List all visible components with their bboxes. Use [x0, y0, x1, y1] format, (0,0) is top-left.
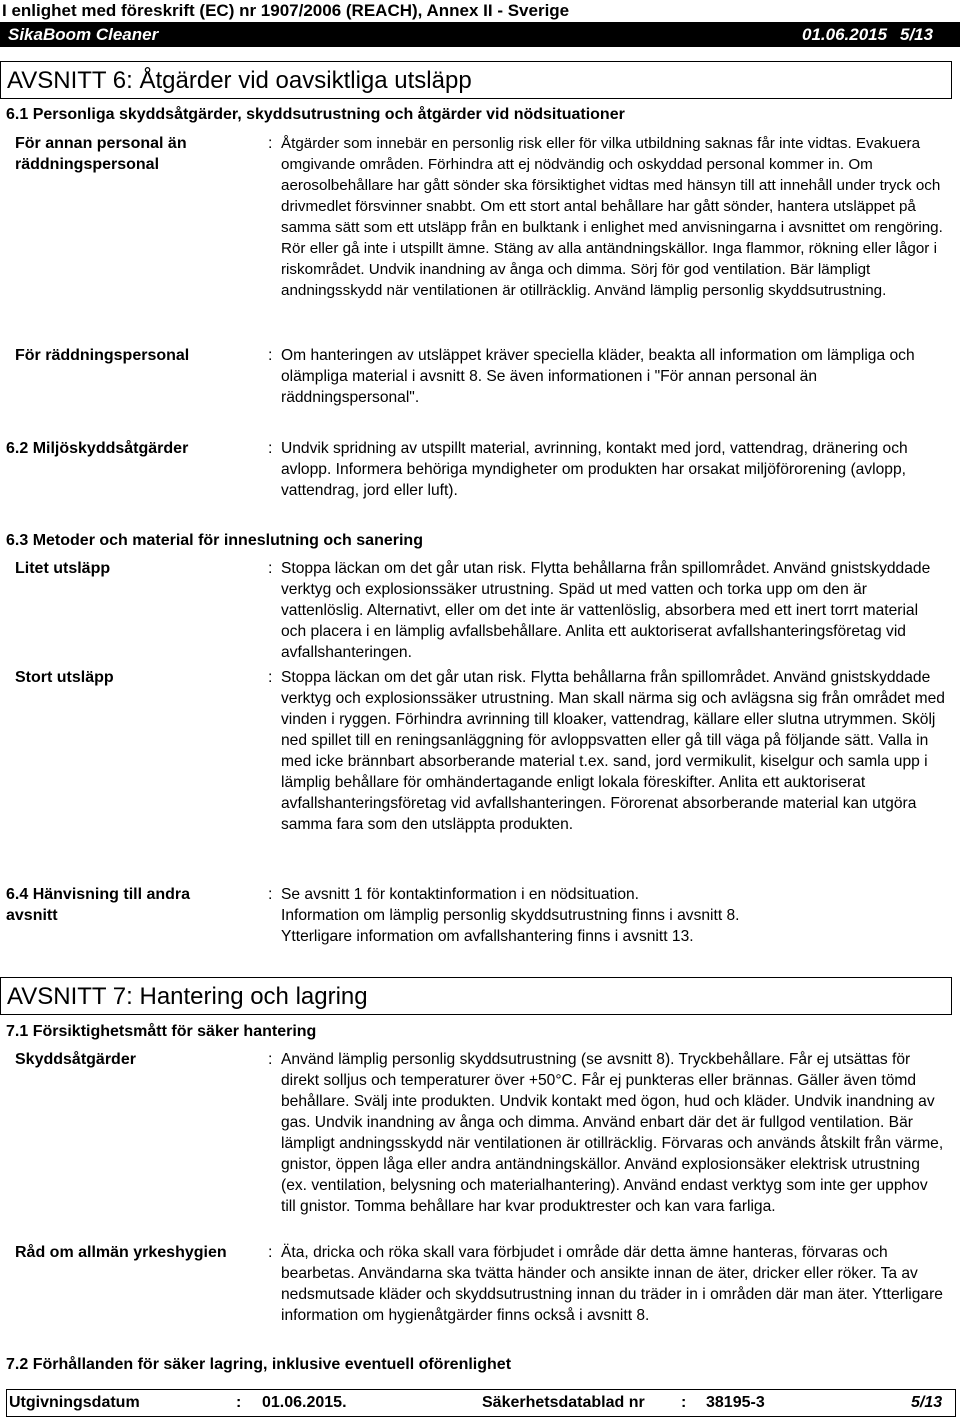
- label-6-2: 6.2 Miljöskyddsåtgärder: [6, 440, 189, 457]
- colon: :: [268, 135, 273, 152]
- colon: :: [268, 347, 273, 364]
- text-6-4-line1: Se avsnitt 1 för kontaktinformation i en nödsituation.: [281, 886, 639, 903]
- header-date: 01.06.2015: [802, 25, 888, 44]
- label-6-4: 6.4 Hänvisning till andra avsnitt: [6, 886, 191, 924]
- footer-issue-value: 01.06.2015.: [262, 1394, 347, 1411]
- label-other-personnel: För annan personal än räddningspersonal: [15, 135, 187, 173]
- footer-sds-label: Säkerhetsdatablad nr: [482, 1394, 645, 1411]
- footer-page: 5/13: [911, 1394, 943, 1411]
- regulation-header: I enlighet med föreskrift (EC) nr 1907/2006 (REACH), Annex II - Sverige: [2, 1, 570, 20]
- text-6-2: Undvik spridning av utspillt material, avrinning, kontakt med jord, vattendrag, dränering och avlopp. Informera behöriga myndigheter om produkten har orsakat miljöförorening (avlopp, vattendrag, jord eller luft).: [281, 440, 908, 499]
- text-6-4-line3: Ytterligare information om avfallshantering finns i avsnitt 13.: [281, 928, 694, 945]
- colon: :: [268, 1051, 273, 1068]
- footer-issue-label: Utgivningsdatum: [9, 1394, 140, 1411]
- footer-colon: :: [681, 1394, 687, 1411]
- section-7-title: AVSNITT 7: Hantering och lagring: [0, 977, 952, 1015]
- text-other-personnel: Åtgärder som innebär en personlig risk eller för vilka utbildning saknas får inte vidtas. Evakuera omgivande områden. Förhindra att ej nödvändig och oskyddad personal kommer in. Om aerosolbehållare har gått sönder ska försiktighet vidtas med hänsyn till att innehåll under tryck och drivmedlet försvinner snabbt. Om ett stort antal behållare har gått sönder, hantera utsläppet på samma sätt som ett utsläpp från en bulktank i enlighet med anvisningarna i avsnittet om rengöring. Rör eller gå inte i utspillt ämne. Stäng av alla antändningskällor. Inga flammor, rökning eller lågor i riskområdet. Undvik inandning av ånga och dimma. Sörj för god ventilation. Bär lämpligt andningsskydd när ventilationen är otillräcklig. Använd lämplig personlig skyddsutrustning.: [281, 135, 943, 299]
- label-small-spill: Litet utsläpp: [15, 560, 111, 577]
- product-name: SikaBoom Cleaner: [8, 25, 159, 44]
- footer-sds-value: 38195-3: [706, 1394, 765, 1411]
- header-page: 5/13: [900, 25, 934, 44]
- label-rescue-personnel: För räddningspersonal: [15, 347, 190, 364]
- subsection-6-3-title: 6.3 Metoder och material för inneslutning och sanering: [6, 532, 423, 549]
- colon: :: [268, 560, 273, 577]
- text-hygiene-advice: Äta, dricka och röka skall vara förbjudet i område där detta ämne hanteras, förvaras och bearbetas. Användarna ska tvätta händer och ansikte innan de äter, dricker eller röker. Ta av nedsmutsade kläder och skyddsutrustning innan du träder in i områden där man äter. Ytterligare information om hygienåtgärder finns också i avsnitt 8.: [281, 1244, 943, 1324]
- label-protective-measures: Skyddsåtgärder: [15, 1051, 136, 1068]
- label-large-spill: Stort utsläpp: [15, 669, 114, 686]
- subsection-6-1-title: 6.1 Personliga skyddsåtgärder, skyddsutrustning och åtgärder vid nödsituationer: [6, 106, 625, 123]
- text-protective-measures: Använd lämplig personlig skyddsutrustning (se avsnitt 8). Tryckbehållare. Får ej utsättas för direkt solljus och temperaturer över +50°C. Får ej punkteras eller brännas. Gäller även tömd behållare. Svälj inte produkten. Undvik kontakt med ögon, hud och kläder. Undvik inandning av gas. Undvik inandning av ånga och dimma. Använd enbart där det är fullgod ventilation. Bär lämpligt andningsskydd när ventilationen är otillräcklig. Förvaras och används åtskilt från värme, gnistor, öppen låga eller andra antändningskällor. Använd explosionsäker elektrisk utrustning (ex. ventilation, belysning och materialhantering). Använd endast verktyg som inte ger upphov till gnistor. Tomma behållare har kvar produktrester och kan vara farliga.: [281, 1051, 944, 1215]
- section-6-title: AVSNITT 6: Åtgärder vid oavsiktliga utsläpp: [0, 61, 952, 99]
- text-6-4-line2: Information om lämplig personlig skyddsutrustning finns i avsnitt 8.: [281, 907, 740, 924]
- footer-colon: :: [236, 1394, 242, 1411]
- colon: :: [268, 669, 273, 686]
- text-6-4: [281, 884, 946, 947]
- label-hygiene-advice: Råd om allmän yrkeshygien: [15, 1244, 227, 1261]
- subsection-7-1-title: 7.1 Försiktighetsmått för säker hantering: [6, 1023, 317, 1040]
- colon: :: [268, 440, 273, 457]
- product-header-bar: [0, 22, 960, 47]
- text-rescue-personnel: Om hanteringen av utsläppet kräver speciella kläder, beakta all information om lämpliga och olämpliga material i avsnitt 8. Se även informationen i "För annan personal än räddningspersonal".: [281, 347, 915, 406]
- text-small-spill: Stoppa läckan om det går utan risk. Flytta behållarna från spillområdet. Använd gnistskyddade verktyg och explosionssäker utrustning. Späd ut med vatten och torka upp om den är vattenlöslig. Alternativt, eller om det inte är vattenlöslig, absorbera med ett inert torrt material och placera i en lämplig avfallsbehållare. Anlita ett auktoriserat avfallshanteringsföretag vid avfallshanteringen.: [281, 560, 931, 661]
- text-large-spill: Stoppa läckan om det går utan risk. Flytta behållarna från spillområdet. Använd gnistskyddade verktyg och explosionssäker utrustning. Man skall närma sig och avlägsna sig från området med vinden i ryggen. Förhindra avrinning till kloaker, vattendrag, källare eller slutna utrymmen. Skölj ned spillet till en reningsanläggning för avloppsvatten eller gå till väga på följande sätt. Valla in med icke brännbart absorberande material t.ex. sand, jord vermikulit, kiselgur och samla upp i lämplig behållare för omhändertagande enligt lokala föreskifter. Anlita ett auktoriserat avfallshanteringsföretag vid avfallshanteringen. Förorenat absorberande material kan utgöra samma fara som den utsläppta produkten.: [281, 669, 945, 833]
- colon: :: [268, 1244, 273, 1261]
- subsection-7-2-title: 7.2 Förhållanden för säker lagring, inklusive eventuell oförenlighet: [6, 1356, 512, 1373]
- colon: :: [268, 886, 273, 903]
- footer-bar: [6, 1389, 956, 1417]
